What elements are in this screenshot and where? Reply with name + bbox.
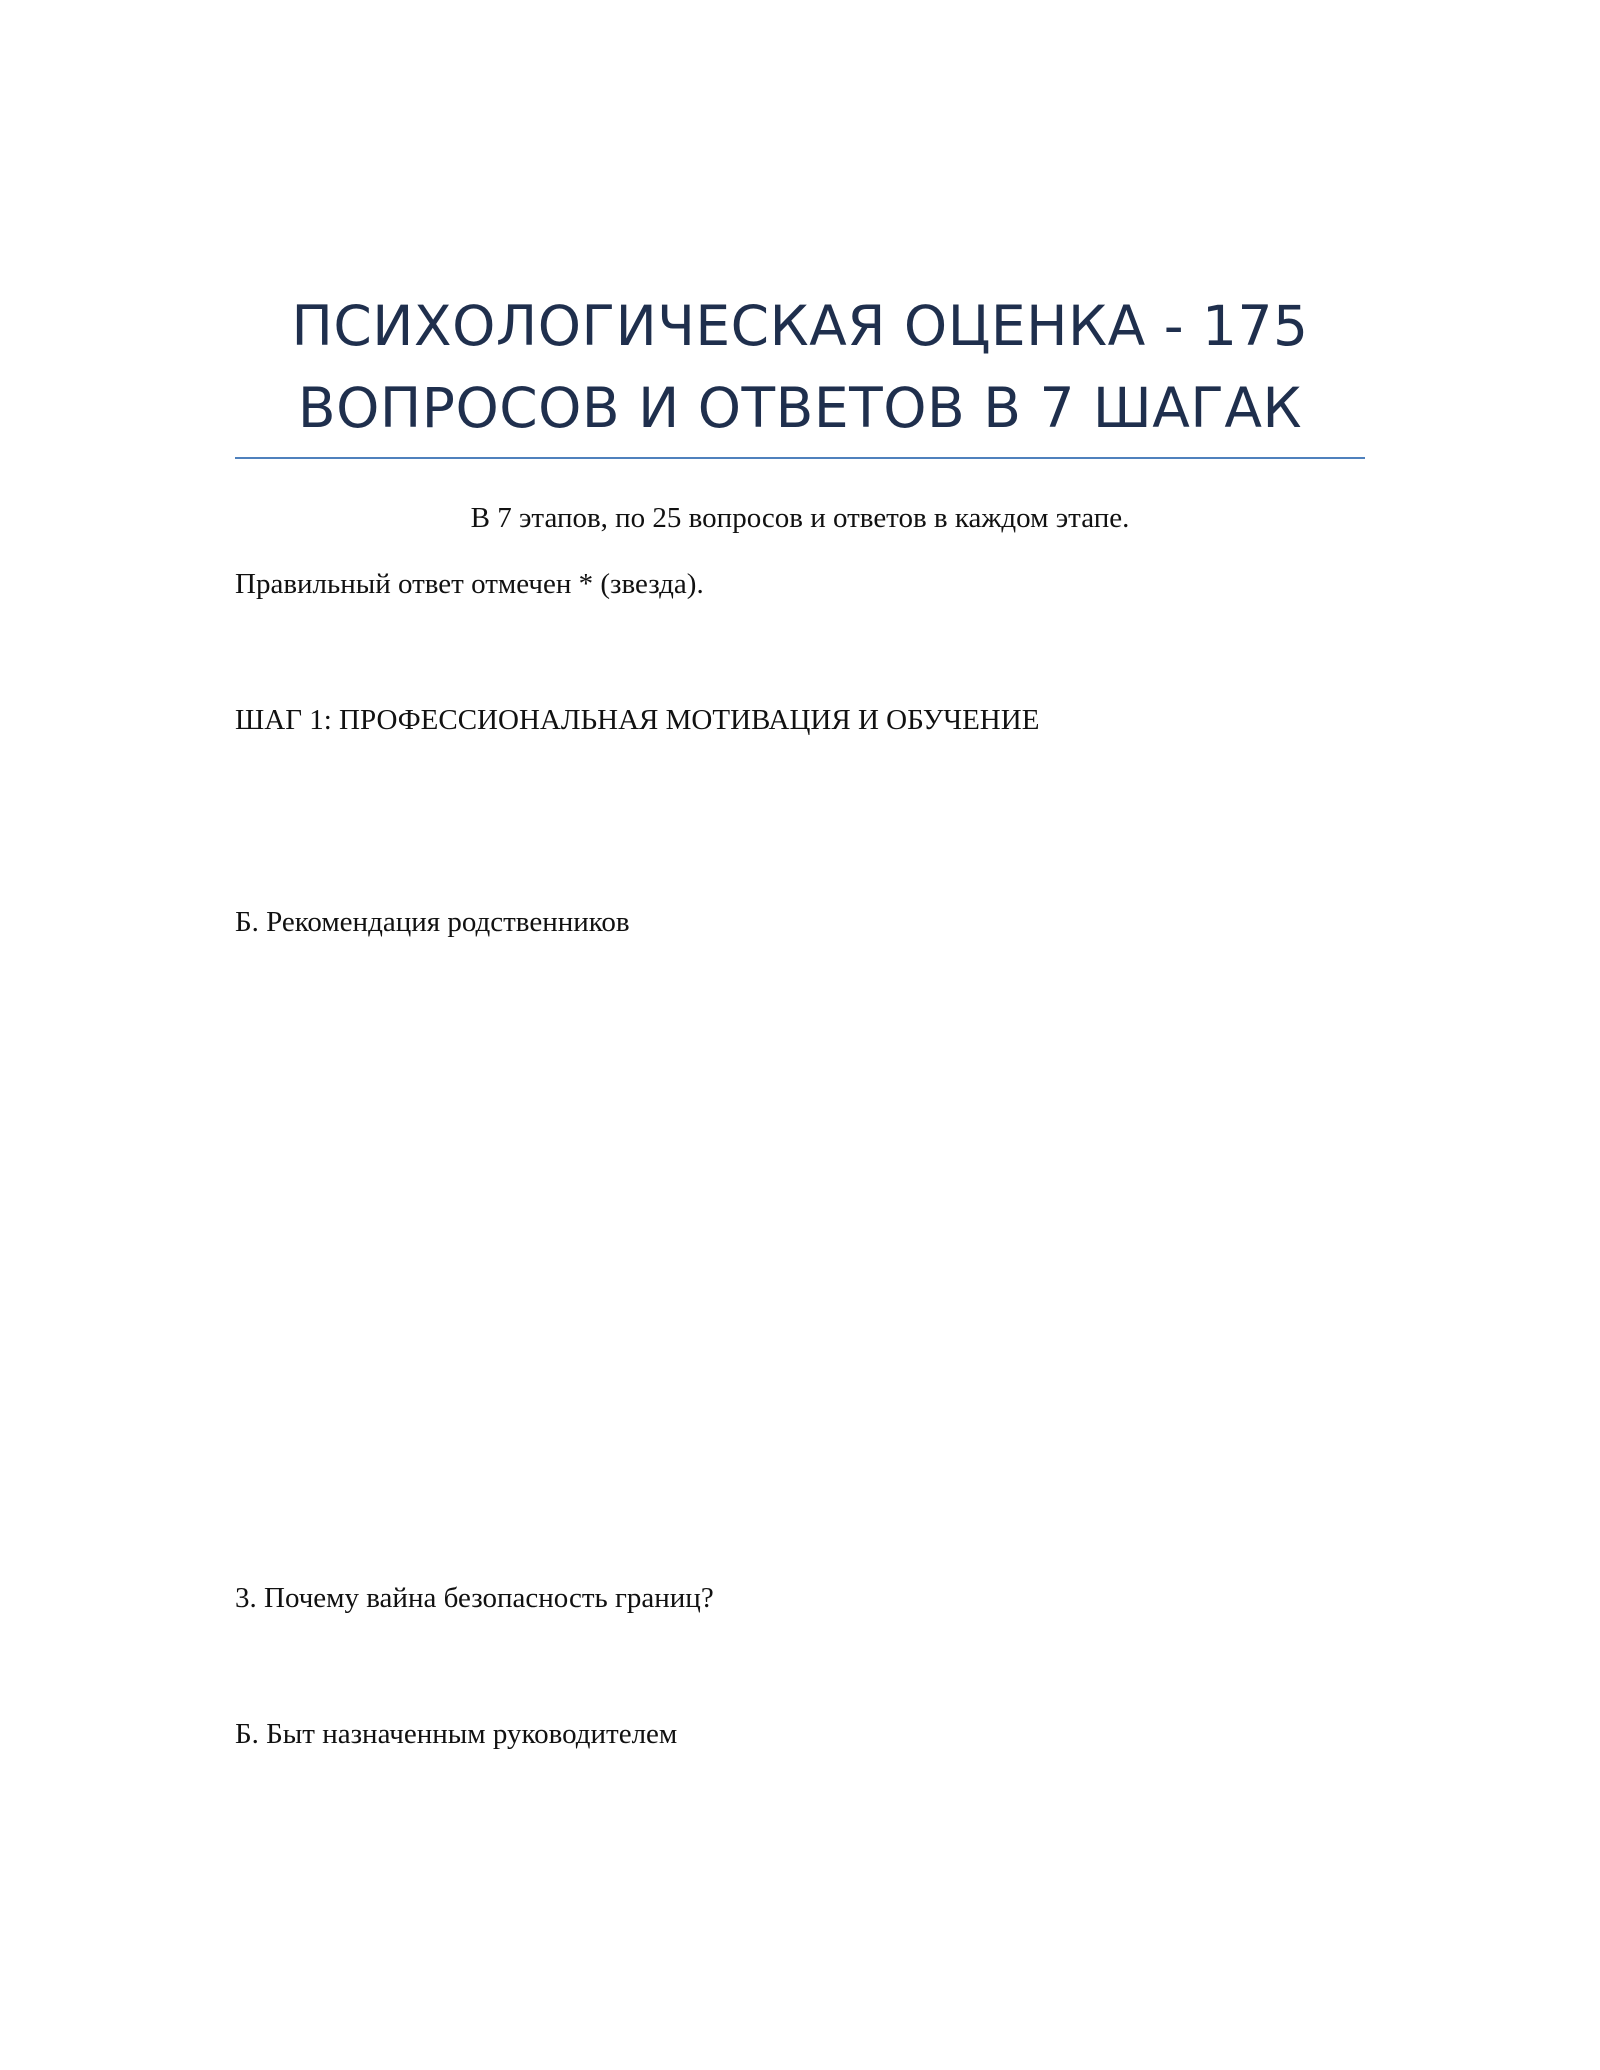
step-heading: ШАГ 1: ПРОФЕССИОНАЛЬНАЯ МОТИВАЦИЯ И ОБУЧЕНИЕ [235,704,1040,736]
document-title [235,285,1365,449]
title-line-2: ВОПРОСОВ И ОТВЕТОВ В 7 ШАГАК [297,376,1303,440]
title-line-1: ПСИХОЛОГИЧЕСКАЯ ОЦЕНКА - 175 [291,294,1309,358]
document-subtitle: В 7 этапов, по 25 вопросов и ответов в каждом этапе. [470,502,1130,534]
question-text: 3. Почему вайна безопасность границ? [235,1582,714,1614]
answer-option: Б. Рекомендация родственников [235,906,630,938]
answer-option: Б. Быт назначенным руководителем [235,1718,678,1750]
title-underline-rule [235,457,1365,459]
answer-key-note: Правильный ответ отмечен * (звезда). [235,568,704,600]
